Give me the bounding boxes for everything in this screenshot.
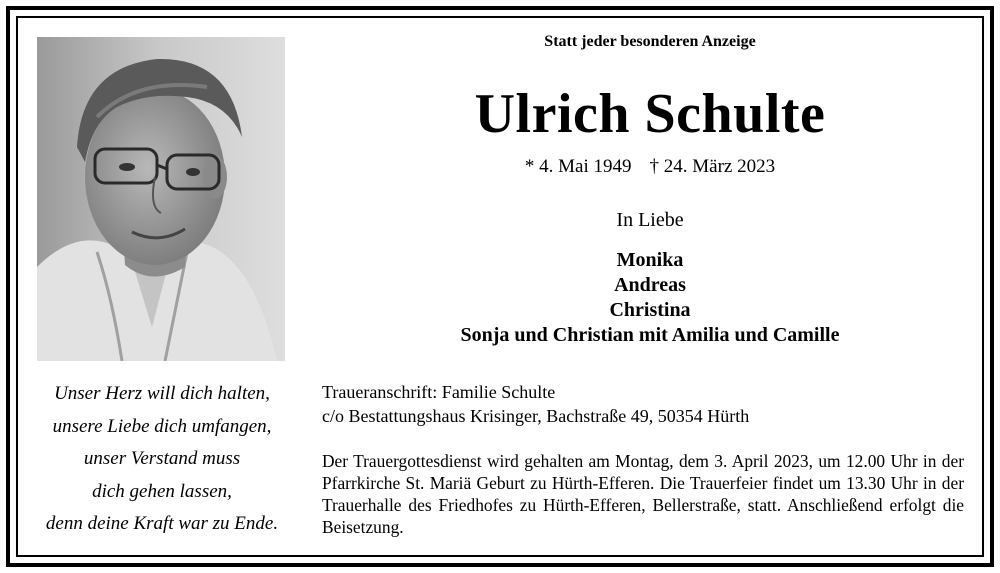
address-line: c/o Bestattungshaus Krisinger, Bachstraße 49, 50354 Hürth	[322, 406, 750, 426]
address-line: Traueranschrift: Familie Schulte	[322, 382, 556, 402]
family-list	[320, 248, 980, 348]
poem-line: Unser Herz will dich halten,	[54, 383, 270, 404]
in-love-label: In Liebe	[616, 209, 684, 231]
service-details: Der Trauergottesdienst wird gehalten am Montag, dem 3. April 2023, um 12.00 Uhr in der Pfarrkirche St. Mariä Geburt zu Hürth-Efferen. Die Trauerfeier findet um 13.30 Uhr in der Trauerhalle des Friedhofes zu Hürth-Efferen, Bellerstraße, statt. Anschließend erfolgt die Beisetzung.	[322, 451, 964, 537]
family-member: Sonja und Christian mit Amilia und Camille	[460, 324, 840, 346]
poem-line: denn deine Kraft war zu Ende.	[45, 513, 279, 534]
portrait-photo	[37, 37, 285, 361]
mourning-address	[322, 380, 972, 428]
family-member: Christina	[609, 299, 691, 321]
poem	[20, 378, 304, 541]
poem-line: dich gehen lassen,	[92, 480, 232, 502]
death-date: † 24. März 2023	[649, 156, 776, 177]
poem-line: unser Verstand muss	[83, 448, 241, 469]
family-member: Monika	[616, 249, 684, 271]
life-dates	[320, 156, 980, 178]
poem-line: unsere Liebe dich umfangen,	[52, 415, 272, 437]
family-member: Andreas	[614, 274, 686, 296]
deceased-name: Ulrich Schulte	[474, 83, 826, 145]
notice-heading: Statt jeder besonderen Anzeige	[544, 33, 756, 50]
birth-date: * 4. Mai 1949	[524, 156, 632, 177]
